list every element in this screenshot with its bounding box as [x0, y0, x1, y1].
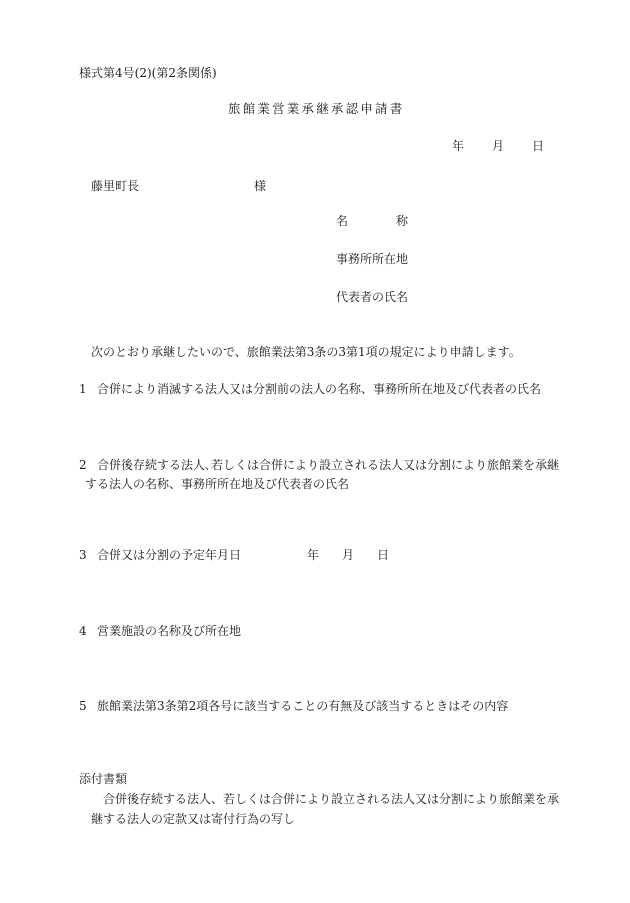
- date-month: 月: [492, 139, 505, 153]
- item-1-number: 1: [79, 382, 87, 396]
- attachments-heading: 添付書類: [79, 772, 128, 786]
- item-3-month: 月: [342, 548, 355, 562]
- item-2-text-line2: する法人の名称、事務所所在地及び代表者の氏名: [85, 477, 350, 491]
- applicant-name-label: 名 称: [336, 214, 409, 228]
- addressee-name: 藤里町長: [91, 179, 140, 193]
- item-5-text: 旅館業法第3条第2項各号に該当することの有無及び該当するときはその内容: [97, 699, 509, 713]
- item-2-number: 2: [79, 458, 87, 472]
- item-4-number: 4: [79, 624, 87, 638]
- item-2-text-line1: 合併後存続する法人､若しくは合併により設立される法人又は分割により旅館業を承継: [97, 458, 560, 472]
- intro-text: 次のとおり承継したいので、旅館業法第3条の3第1項の規定により申請します。: [91, 345, 521, 359]
- applicant-representative-label: 代表者の氏名: [336, 290, 409, 304]
- attachments-line1: 合併後存続する法人、若しくは合併により設立される法人又は分割により旅館業を承: [103, 792, 560, 806]
- item-4-text: 営業施設の名称及び所在地: [97, 624, 242, 638]
- item-3-text: 合併又は分割の予定年月日: [97, 548, 242, 562]
- item-3-year: 年: [307, 548, 320, 562]
- attachments-line2: 継する法人の定款又は寄付行為の写し: [91, 812, 296, 826]
- applicant-office-label: 事務所所在地: [336, 252, 409, 266]
- item-3-day: 日: [377, 548, 390, 562]
- date-day: 日: [532, 139, 545, 153]
- item-5-number: 5: [79, 699, 87, 713]
- page-title: 旅館業営業承継承認申請書: [228, 101, 405, 116]
- item-3-number: 3: [79, 548, 87, 562]
- date-year: 年: [452, 139, 465, 153]
- addressee-honorific: 様: [254, 179, 267, 193]
- item-1-text: 合併により消滅する法人又は分割前の法人の名称、事務所所在地及び代表者の氏名: [97, 382, 542, 396]
- date-line: [452, 139, 544, 153]
- form-number: 様式第4号(2)(第2条関係): [79, 66, 217, 80]
